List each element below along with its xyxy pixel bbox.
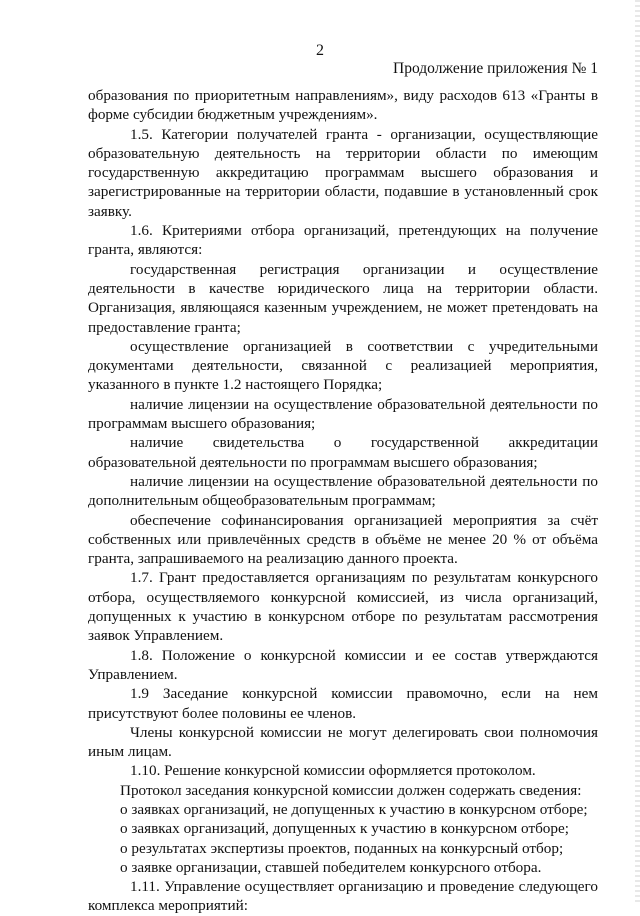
paragraph: государственная регистрация организации и осуществление деятельности в качестве юридического лица на территории области. Организация, являющаяся казенным учреждением, не может претендовать на предоставление гранта;: [88, 260, 598, 336]
paragraph: 1.8. Положение о конкурсной комиссии и ее состав утверждаются Управлением.: [88, 646, 598, 683]
paragraph: Протокол заседания конкурсной комиссии должен содержать сведения:: [120, 781, 582, 799]
paragraph: обеспечение софинансирования организацией мероприятия за счёт собственных или привлечённых средств в объёме не менее 20 % от объёма гранта, запрашиваемого на реализацию данного проекта.: [88, 511, 598, 568]
list-item: о результатах экспертизы проектов, поданных на конкурсный отбор;: [120, 839, 564, 857]
list-item: о заявке организации, ставшей победителем конкурсного отбора.: [120, 858, 542, 876]
list-item: о заявках организаций, допущенных к участию в конкурсном отборе;: [120, 820, 569, 838]
page-number: 2: [316, 42, 324, 59]
document-body: [88, 86, 598, 916]
paragraph: 1.9 Заседание конкурсной комиссии правомочно, если на нем присутствуют более половины ее членов.: [88, 685, 598, 722]
paragraph: наличие лицензии на осуществление образовательной деятельности по программам высшего образования;: [88, 395, 598, 433]
paragraph: 1.10. Решение конкурсной комиссии оформляется протоколом.: [130, 762, 536, 780]
paragraph: 1.11. Управление осуществляет организацию и проведение следующего комплекса мероприятий:: [88, 878, 598, 915]
scan-edge: [635, 0, 640, 905]
paragraph: 1.7. Грант предоставляется организациям по результатам конкурсного отбора, осуществляемого конкурсной комиссией, из числа организаций, допущенных к участию в конкурсном отборе по результатам рассмотрения заявок Управлением.: [88, 569, 598, 645]
list-item: о заявках организаций, не допущенных к участию в конкурсном отборе;: [120, 800, 588, 818]
paragraph: Члены конкурсной комиссии не могут делегировать свои полномочия иным лицам.: [88, 723, 598, 761]
paragraph: осуществление организацией в соответствии с учредительными документами деятельности, связанной с реализацией мероприятия, указанного в пункте 1.2 настоящего Порядка;: [88, 337, 598, 394]
paragraph: 1.5. Категории получателей гранта - организации, осуществляющие образовательную деятельность на территории области по имеющим государственную аккредитацию программам высшего образования и зарегистрированные на территории области, подавшие в установленный срок заявку.: [88, 125, 598, 220]
paragraph: наличие свидетельства о государственной аккредитации образовательной деятельности по программам высшего образования;: [88, 434, 598, 471]
paragraph: 1.6. Критериями отбора организаций, претендующих на получение гранта, являются:: [88, 222, 598, 259]
continuation-header: Продолжение приложения № 1: [393, 60, 598, 77]
paragraph: образования по приоритетным направлениям», виду расходов 613 «Гранты в форме субсидии бюджетным учреждениям».: [88, 87, 598, 124]
paragraph: наличие лицензии на осуществление образовательной деятельности по дополнительным общеобразовательным программам;: [88, 472, 598, 510]
